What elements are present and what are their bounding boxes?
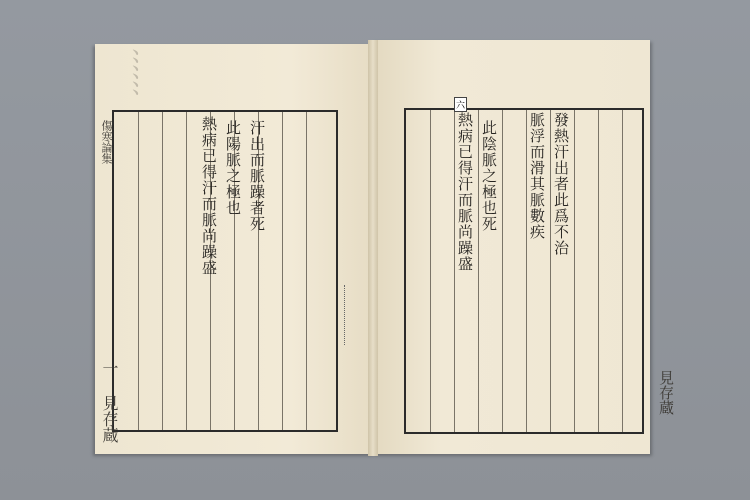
right-main-column-1: 熱病已得汗而脈尚躁盛	[456, 112, 474, 272]
left-main-column-1: 熱病已得汗而脈尚躁盛	[200, 116, 218, 276]
left-margin-title: 傷寒論集	[100, 120, 113, 164]
right-main-column-2: 此陰脈之極也死	[480, 120, 498, 232]
right-main-column-4: 發熱汗出者此爲不治	[552, 112, 570, 256]
right-footer-text: 見存蔵	[657, 370, 675, 415]
left-page-mark	[344, 285, 348, 345]
left-bleed-through: ﹅﹅﹅﹅﹅﹅	[131, 48, 140, 96]
right-main-column-3: 脈浮而滑其脈數疾	[528, 112, 546, 240]
right-text-frame	[404, 108, 644, 434]
left-main-column-2: 此陽脈之極也	[224, 120, 242, 216]
right-page-tab: 六	[454, 97, 467, 112]
left-footer-text: 一 見存蔵	[100, 360, 119, 443]
left-main-column-3: 汗出而脈躁者死	[248, 120, 266, 232]
book-gutter	[368, 40, 378, 456]
